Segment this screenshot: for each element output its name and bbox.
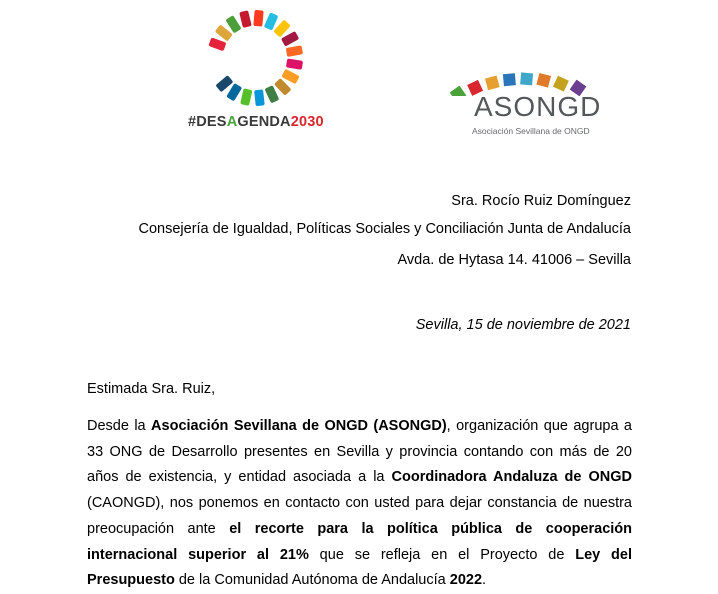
body-paragraph: Desde la Asociación Sevillana de ONGD (ASONGD), organización que agrupa a 33 ONG de Desarrollo presentes en Sevilla y provincia contando con más de 20 años de existencia, y entidad asociada a la Coordinadora Andaluza de ONGD (CAONGD), nos ponemos en contacto con usted para dejar constancia de nuestra preocupación ante el recorte para la política pública de cooperación internacional superior al 21% que se refleja en el Proyecto de Ley del Presupuesto de la Comunidad Autónoma de Andalucía 2022. bbox=[87, 418, 633, 589]
sdg-ring-icon bbox=[200, 8, 310, 108]
letter-date: Sevilla, 15 de noviembre de 2021 bbox=[415, 317, 631, 333]
recipient-address: Avda. de Hytasa 14. 41006 – Sevilla bbox=[397, 252, 631, 268]
sdg-ring-segment bbox=[254, 89, 265, 106]
recipient-institution: Consejería de Igualdad, Políticas Sociales y Conciliación Junta de Andalucía bbox=[138, 221, 631, 237]
desagenda-logo bbox=[180, 8, 330, 138]
sdg-ring-segment bbox=[208, 37, 226, 51]
sdg-ring-segment bbox=[286, 45, 303, 57]
asongd-name: ASONGD bbox=[474, 91, 602, 122]
asongd-square bbox=[503, 73, 516, 86]
sdg-ring-segment bbox=[240, 88, 252, 106]
sdg-ring-segment bbox=[264, 12, 279, 30]
recipient-name: Sra. Rocío Ruiz Domínguez bbox=[451, 193, 631, 209]
sdg-ring-segment bbox=[253, 10, 263, 27]
asongd-square bbox=[450, 86, 467, 96]
sdg-ring-segment bbox=[239, 10, 252, 28]
asongd-subtitle: Asociación Sevillana de ONGD bbox=[472, 126, 590, 136]
greeting: Estimada Sra. Ruiz, bbox=[87, 381, 216, 397]
desagenda-tag: #DESAGENDA2030 bbox=[188, 114, 324, 130]
asongd-square bbox=[520, 72, 533, 85]
sdg-ring-segment bbox=[281, 31, 299, 47]
sdg-ring-segment bbox=[273, 20, 290, 38]
sdg-ring-segment bbox=[286, 58, 303, 69]
asongd-square bbox=[536, 73, 551, 88]
asongd-square bbox=[485, 76, 500, 91]
sdg-ring-segment bbox=[264, 85, 279, 103]
asongd-logo bbox=[448, 66, 602, 146]
asongd-square bbox=[553, 76, 569, 92]
